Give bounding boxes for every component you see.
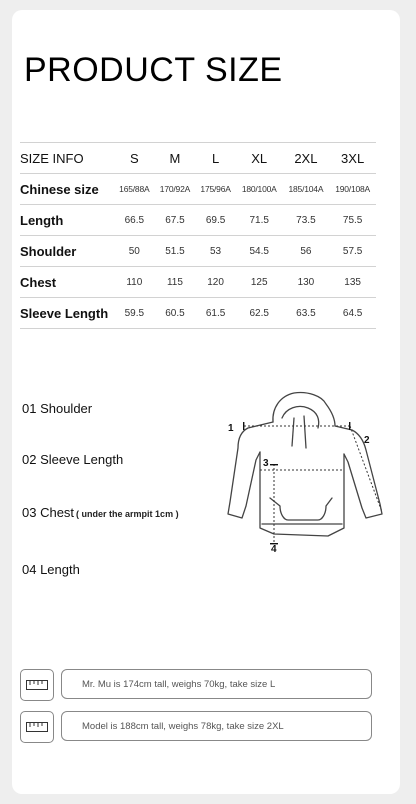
size-table [20, 142, 376, 329]
size-header-xl: XL [236, 143, 283, 174]
table-cell: 53 [195, 236, 236, 267]
table-cell: 110 [114, 267, 155, 298]
table-cell: 54.5 [236, 236, 283, 267]
table-cell: 165/88A [114, 174, 155, 205]
size-header-m: M [155, 143, 196, 174]
size-header-l: L [195, 143, 236, 174]
row-label-chinese-size: Chinese size [20, 174, 114, 205]
table-cell: 120 [195, 267, 236, 298]
size-header-2xl: 2XL [283, 143, 330, 174]
table-cell: 180/100A [236, 174, 283, 205]
table-cell: 66.5 [114, 205, 155, 236]
table-row-sleeve-length [20, 298, 376, 329]
table-cell: 63.5 [283, 298, 330, 329]
row-label-chest: Chest [20, 267, 114, 298]
hoodie-diagram [208, 388, 398, 556]
size-header-s: S [114, 143, 155, 174]
marker-3: 3 [263, 458, 269, 469]
table-cell: 71.5 [236, 205, 283, 236]
table-cell: 51.5 [155, 236, 196, 267]
table-cell: 50 [114, 236, 155, 267]
table-cell: 135 [329, 267, 376, 298]
table-row-chest [20, 267, 376, 298]
marker-2: 2 [364, 435, 370, 446]
table-cell: 130 [283, 267, 330, 298]
table-cell: 60.5 [155, 298, 196, 329]
table-header-row [20, 143, 376, 174]
measure-shoulder: 01 Shoulder [22, 401, 93, 416]
ruler-icon [20, 669, 54, 701]
table-row-shoulder [20, 236, 376, 267]
table-cell: 64.5 [329, 298, 376, 329]
measure-chest-note: ( under the armpit 1cm ) [76, 509, 179, 519]
model-row-1 [20, 669, 376, 701]
table-cell: 61.5 [195, 298, 236, 329]
table-cell: 73.5 [283, 205, 330, 236]
measure-length: 04 Length [22, 562, 80, 577]
table-cell: 190/108A [329, 174, 376, 205]
page-title: PRODUCT SIZE [24, 51, 283, 89]
measure-chest [22, 505, 179, 520]
size-info-header: SIZE INFO [20, 143, 114, 174]
table-cell: 69.5 [195, 205, 236, 236]
table-cell: 56 [283, 236, 330, 267]
measurement-guides [244, 426, 382, 544]
table-row-length [20, 205, 376, 236]
table-cell: 125 [236, 267, 283, 298]
table-cell: 59.5 [114, 298, 155, 329]
measure-sleeve-length: 02 Sleeve Length [22, 452, 124, 467]
marker-4: 4 [271, 544, 277, 555]
model-info-text: Mr. Mu is 174cm tall, weighs 70kg, take size L [61, 669, 372, 699]
model-row-2 [20, 711, 376, 743]
ruler-icon [20, 711, 54, 743]
table-cell: 170/92A [155, 174, 196, 205]
row-label-sleeve-length: Sleeve Length [20, 298, 114, 329]
marker-1: 1 [228, 423, 234, 434]
table-cell: 75.5 [329, 205, 376, 236]
measure-chest-label: 03 Chest [22, 505, 75, 520]
table-cell: 185/104A [283, 174, 330, 205]
table-cell: 67.5 [155, 205, 196, 236]
table-cell: 175/96A [195, 174, 236, 205]
table-cell: 57.5 [329, 236, 376, 267]
table-cell: 62.5 [236, 298, 283, 329]
table-row-chinese-size [20, 174, 376, 205]
hoodie-outline [228, 393, 382, 536]
row-label-length: Length [20, 205, 114, 236]
size-header-3xl: 3XL [329, 143, 376, 174]
table-cell: 115 [155, 267, 196, 298]
row-label-shoulder: Shoulder [20, 236, 114, 267]
model-info-text: Model is 188cm tall, weighs 78kg, take size 2XL [61, 711, 372, 741]
measurement-ticks [243, 422, 350, 544]
